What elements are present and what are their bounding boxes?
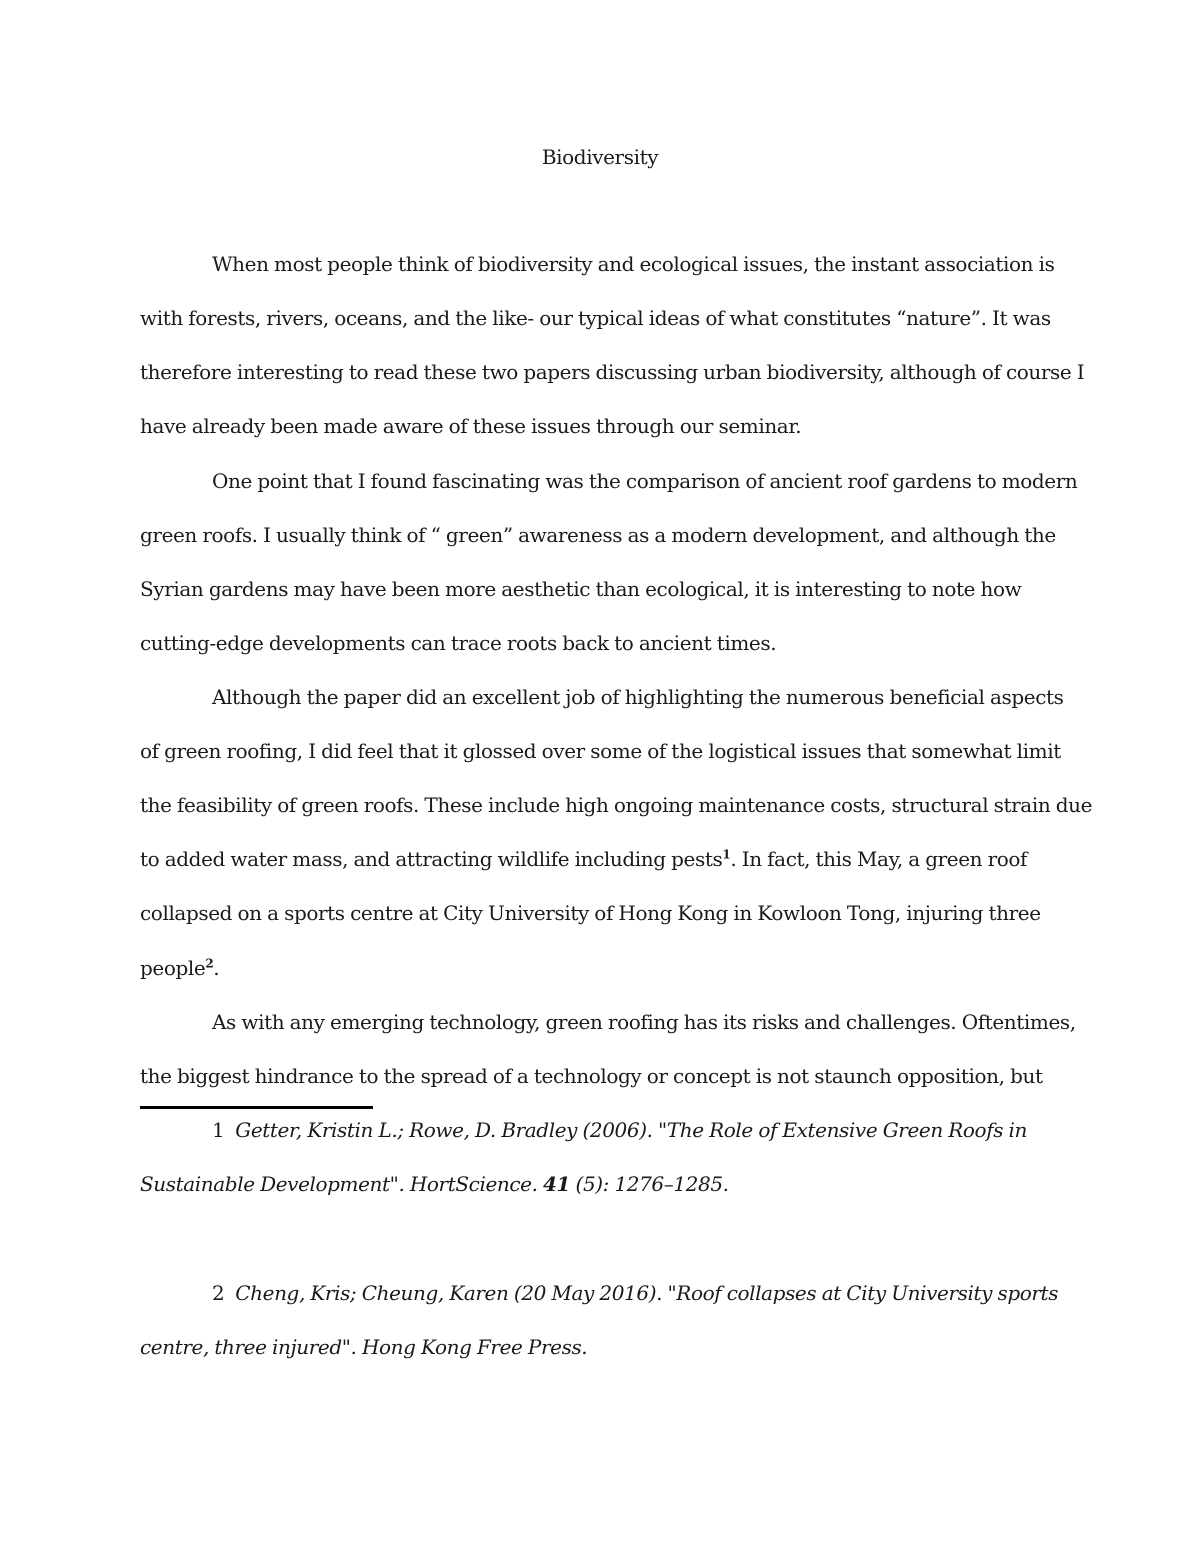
body-line: Although the paper did an excellent job of highlighting the numerous beneficial aspects xyxy=(212,685,1064,709)
body-line: cutting-edge developments can trace roots back to ancient times. xyxy=(140,631,777,655)
footnote-1-continued xyxy=(140,1168,1080,1200)
body-line: Syrian gardens may have been more aesthetic than ecological, it is interesting to note how xyxy=(140,577,1022,601)
body-line: the feasibility of green roofs. These include high ongoing maintenance costs, structural strain due xyxy=(140,793,1093,817)
footnote-2-continued: centre, three injured". Hong Kong Free Press. xyxy=(140,1335,588,1359)
body-line: the biggest hindrance to the spread of a technology or concept is not staunch opposition, but xyxy=(140,1064,1043,1088)
footnote-2 xyxy=(212,1277,1080,1309)
footnote-number: 1 xyxy=(212,1118,225,1142)
body-line xyxy=(140,952,1080,984)
body-line: green roofs. I usually think of “ green” awareness as a modern development, and although the xyxy=(140,523,1056,547)
footnote-1 xyxy=(212,1114,1080,1146)
body-line: of green roofing, I did feel that it glossed over some of the logistical issues that somewhat limit xyxy=(140,739,1061,763)
body-line: have already been made aware of these issues through our seminar. xyxy=(140,414,802,438)
footnote-text: Sustainable Development". HortScience. xyxy=(140,1172,544,1196)
footnote-text: Cheng, Kris; Cheung, Karen (20 May 2016). "Roof collapses at City University sports xyxy=(235,1281,1059,1305)
footnote-text: (5): 1276–1285. xyxy=(570,1172,729,1196)
body-line: collapsed on a sports centre at City University of Hong Kong in Kowloon Tong, injuring three xyxy=(140,901,1041,925)
document-title: Biodiversity xyxy=(541,145,659,169)
body-line: with forests, rivers, oceans, and the like- our typical ideas of what constitutes “nature”. It was xyxy=(140,306,1051,330)
body-text: . xyxy=(213,956,220,980)
body-text: to added water mass, and attracting wildlife including pests xyxy=(140,847,723,871)
body-line: One point that I found fascinating was the comparison of ancient roof gardens to modern xyxy=(212,469,1078,493)
body-text: people xyxy=(140,956,206,980)
body-line: therefore interesting to read these two papers discussing urban biodiversity, although of course I xyxy=(140,360,1085,384)
body-text: . In fact, this May, a green roof xyxy=(730,847,1028,871)
footnote-volume: 41 xyxy=(543,1172,571,1196)
body-line: As with any emerging technology, green roofing has its risks and challenges. Oftentimes, xyxy=(212,1010,1076,1034)
footnote-reference-1[interactable]: 1 xyxy=(722,847,731,862)
footnote-number: 2 xyxy=(212,1281,225,1305)
body-line xyxy=(140,843,1080,875)
footnote-separator xyxy=(140,1106,373,1109)
footnote-reference-2[interactable]: 2 xyxy=(205,956,214,971)
footnote-text: Getter, Kristin L.; Rowe, D. Bradley (2006). "The Role of Extensive Green Roofs in xyxy=(235,1118,1027,1142)
body-line: When most people think of biodiversity and ecological issues, the instant association is xyxy=(212,252,1055,276)
